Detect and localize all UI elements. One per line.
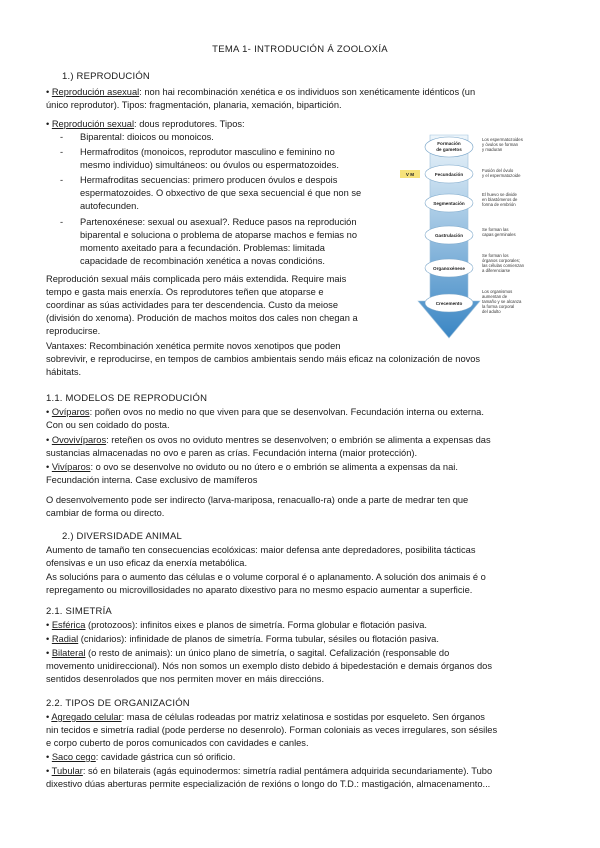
text-line: coordinar as súas actividades para ter descendencia. Custo da meiose	[46, 300, 338, 310]
text: : poñen ovos no medio no que viven para que se desenvolvan. Fecundación interna ou externa.	[89, 407, 484, 417]
note-line: y maduran	[482, 147, 503, 152]
bullet-dash: -	[60, 175, 64, 185]
stage-oval	[425, 137, 473, 157]
text: : masa de células rodeadas por matriz xelatinosa e sostidas por esqueleto. Sen órganos	[121, 712, 485, 722]
text-line: Fecundación interna. Case exclusivo de mamíferos	[46, 475, 258, 485]
paragraph-radial: • Radial (cnidarios): infinidade de planos de simetría. Forma tubular, sésiles ou flotación pasiva.	[46, 634, 439, 644]
section-heading-simetria: 2.1. SIMETRÍA	[46, 606, 112, 617]
note-line: forma de embrión	[482, 202, 516, 207]
list-item: Hermafroditos (monoicos, reprodutor masculino e feminino no	[80, 147, 335, 157]
text: : non hai recombinación xenética e os individuos son xenéticamente idénticos (un	[139, 87, 476, 97]
note-line: Los espermatozoides	[482, 137, 523, 142]
text-line: hábitats.	[46, 367, 82, 377]
note-line: y óvulos se forman	[482, 142, 519, 147]
text-line: sobrevivir, e reproducirse, en tempos de cambios ambientais sendo máis eficaz na colonización de novos	[46, 354, 481, 364]
list-item-cont: capacidade de recombinación xenética a novas condicións.	[80, 256, 325, 266]
list-item-cont: autofecunden.	[80, 201, 139, 211]
text: : só en bilaterais (agás equinodermos: simetría radial pentámera adquirida secundariamente). Tubo	[82, 766, 493, 776]
text: : reteñen os ovos no oviduto mentres se desenvolven; o embrión se alimenta a expensas das	[106, 435, 491, 445]
text-line: (división do xenoma). Produción de machos moitos dos cales non chegan a	[46, 313, 358, 323]
text: (protozoos): infinitos eixes e planos de simetría. Forma globular e flotación pasiva.	[85, 620, 428, 630]
term-radial: Radial	[51, 634, 79, 644]
term-esferica: Esférica	[51, 620, 86, 630]
text-line: sustancias almacenadas no ovo e paren as crías. Fecundación interna (maior protección).	[46, 448, 418, 458]
text-line: repregamento ou microvillosidades no aparato dixestivo para no mesmo espacio aumentar a superficie.	[46, 585, 473, 595]
stage-oval	[425, 294, 473, 312]
text-line: As solucións para o aumento das células e o volume corporal é o aplanamento. A solución dos animais é o	[46, 572, 486, 582]
text: (o resto de animais): un único plano de simetría, o sagital. Cefalización (responsable do	[85, 648, 450, 658]
stage-label: Fecundación	[434, 172, 464, 177]
text-line: único reprodutor). Tipos: fragmentación, planaria, xemación, bipartición.	[46, 100, 342, 110]
note-line: del adulto	[482, 309, 501, 314]
stage-oval	[425, 226, 473, 244]
note-line: Los organismos	[482, 289, 513, 294]
term-bilateral: Bilateral	[51, 648, 86, 658]
note-line: aumentan de	[482, 294, 508, 299]
list-item-cont: espermatozoides. O obxectivo de que sexa secuencial é que non se	[80, 188, 362, 198]
term-asexual: Reprodución asexual	[51, 87, 140, 97]
list-item: Partenoxénese: sexual ou asexual?. Reduce pasos na reprodución	[80, 217, 357, 227]
paragraph-viviparos: • Vivíparos: o ovo se desenvolve no oviduto ou no útero e o embrión se alimenta a expensas da nai.	[46, 462, 458, 472]
stage-oval	[425, 259, 473, 277]
stage-note	[482, 253, 525, 273]
stage-note	[482, 137, 523, 152]
note-line: Se forman los	[482, 253, 509, 258]
text-line: Vantaxes: Recombinación xenética permite novos xenotipos que poden	[46, 341, 341, 351]
text-line: O desenvolvemento pode ser indirecto (larva-mariposa, renacuallo-ra) onde a parte de medrar ten que	[46, 495, 469, 505]
note-line: las células comienzan	[482, 263, 525, 268]
note-line: capas germinales	[482, 232, 516, 237]
stage-label: Crecemento	[435, 301, 463, 306]
paragraph-agregado: • Agregado celular: masa de células rodeadas por matriz xelatinosa e sostidas por esqueleto. Sen órganos	[46, 712, 485, 722]
text-line: reproducirse.	[46, 326, 101, 336]
side-label: V M	[405, 172, 415, 177]
stage-oval	[425, 165, 473, 183]
text: : cavidade gástrica cun só orificio.	[95, 752, 236, 762]
stage-note	[482, 192, 518, 207]
list-item-cont: mesmo individuo) simultáneos: ou óvulos ou espermatozoides.	[80, 160, 339, 170]
text-line: ofensivas e un uso eficaz da enerxía metabólica.	[46, 558, 248, 568]
text: : dous reprodutores. Tipos:	[134, 119, 245, 129]
term-saco: Saco cego	[51, 752, 96, 762]
list-item: Hermafroditas secuencias: primero producen óvulos e despois	[80, 175, 338, 185]
bullet-dash: -	[60, 132, 64, 142]
note-line: El huevo se divide	[482, 192, 517, 197]
note-line: tamaño y se alcanza	[482, 299, 522, 304]
term-tubular: Tubular	[51, 766, 83, 776]
text-line: Aumento de tamaño ten consecuencias ecolóxicas: maior defensa ante depredadores, posibilita tácticas	[46, 545, 476, 555]
stage-label: Organoxénese	[433, 266, 465, 271]
text-line: sentidos desenrolados que nos permiten mover en máis direccións.	[46, 674, 325, 684]
list-item: Biparental: dioicos ou monoicos.	[80, 132, 214, 142]
note-line: Se forman las	[482, 227, 509, 232]
text: : o ovo se desenvolve no oviduto ou no útero e o embrión se alimenta a expensas da nai.	[90, 462, 458, 472]
page-title: TEMA 1- INTRODUCIÓN Á ZOOLOXÍA	[212, 44, 388, 55]
stage-oval	[425, 194, 473, 212]
development-stages-diagram	[400, 133, 560, 343]
paragraph-oviparos: • Ovíparos: poñen ovos no medio no que viven para que se desenvolvan. Fecundación interna ou externa.	[46, 407, 484, 417]
stage-label: Gastrulación	[434, 233, 464, 238]
bullet-dash: -	[60, 147, 64, 157]
stage-label: Formación	[437, 141, 461, 146]
stage-label: de gametos	[436, 147, 462, 152]
text-line: cambiar de forma ou directo.	[46, 508, 165, 518]
text-line: movemento unidireccional). Nós non somos un exemplo disto debido á bipedestación e demais órganos dos	[46, 661, 492, 671]
term-agregado: Agregado celular	[51, 712, 122, 722]
text-line: nin tecidos e simetría radial (pode perderse no desenrolo). Forman coloniais as veces irregulares, son sésiles	[46, 725, 498, 735]
term-sexual: Reprodución sexual	[51, 119, 135, 129]
note-line: a diferenciarse	[482, 268, 511, 273]
text: (cnidarios): infinidade de planos de simetría. Forma tubular, sésiles ou flotación pasiva.	[78, 634, 439, 644]
paragraph-ovoviviparos: • Ovovivíparos: reteñen os ovos no oviduto mentres se desenvolven; o embrión se alimenta a expensas das	[46, 435, 491, 445]
section-heading-modelos: 1.1. MODELOS DE REPRODUCIÓN	[46, 393, 208, 404]
list-item-cont: biparental e soluciona o problema de atoparse machos e femias no	[80, 230, 358, 240]
stage-note	[482, 289, 522, 314]
paragraph-bilateral: • Bilateral (o resto de animais): un único plano de simetría, o sagital. Cefalización (responsable do	[46, 648, 450, 658]
note-line: y el espermatozoide	[482, 173, 521, 178]
section-heading-diversidade: 2.) DIVERSIDADE ANIMAL	[62, 531, 183, 542]
section-heading-organizacion: 2.2. TIPOS DE ORGANIZACIÓN	[46, 698, 190, 709]
section-heading-reproducion: 1.) REPRODUCIÓN	[62, 71, 150, 82]
paragraph-sexual: • Reprodución sexual: dous reprodutores. Tipos:	[46, 119, 245, 129]
text-line: dixestivo dúas aberturas permite especialización de rexións o longo do T.D.: mastigación, almacenamento...	[46, 779, 491, 789]
list-item-cont: momento axeitado para a fecundación. Problemas: limitada	[80, 243, 325, 253]
bullet-dash: -	[60, 217, 64, 227]
note-line: órganos corporales;	[482, 258, 520, 263]
stage-label: Segmentación	[433, 201, 465, 206]
text-line: Reprodución sexual máis complicada pero máis extendida. Require mais	[46, 274, 347, 284]
term-ovoviviparos: Ovovivíparos	[51, 435, 107, 445]
note-line: la forma corporal	[482, 304, 515, 309]
text-line: tempo e gasta mais enerxía. Os reprodutores teñen que atoparse e	[46, 287, 324, 297]
note-line: Fusión del óvulo	[482, 168, 514, 173]
stage-note	[482, 227, 516, 237]
paragraph-saco: • Saco cego: cavidade gástrica cun só orificio.	[46, 752, 236, 762]
text-line: e corpo cuberto de poros comunicados con cavidades e canles.	[46, 738, 309, 748]
paragraph-asexual: • Reprodución asexual: non hai recombinación xenética e os individuos son xenéticamente idénticos (un	[46, 87, 476, 97]
term-oviparos: Ovíparos	[51, 407, 90, 417]
paragraph-esferica: • Esférica (protozoos): infinitos eixes e planos de simetría. Forma globular e flotación pasiva.	[46, 620, 428, 630]
term-viviparos: Vivíparos	[51, 462, 91, 472]
note-line: en blastómeros de	[482, 197, 518, 202]
text-line: Con ou sen coidado do posta.	[46, 420, 170, 430]
paragraph-tubular: • Tubular: só en bilaterais (agás equinodermos: simetría radial pentámera adquirida secundariamente). Tubo	[46, 766, 493, 776]
stage-note	[482, 168, 521, 178]
